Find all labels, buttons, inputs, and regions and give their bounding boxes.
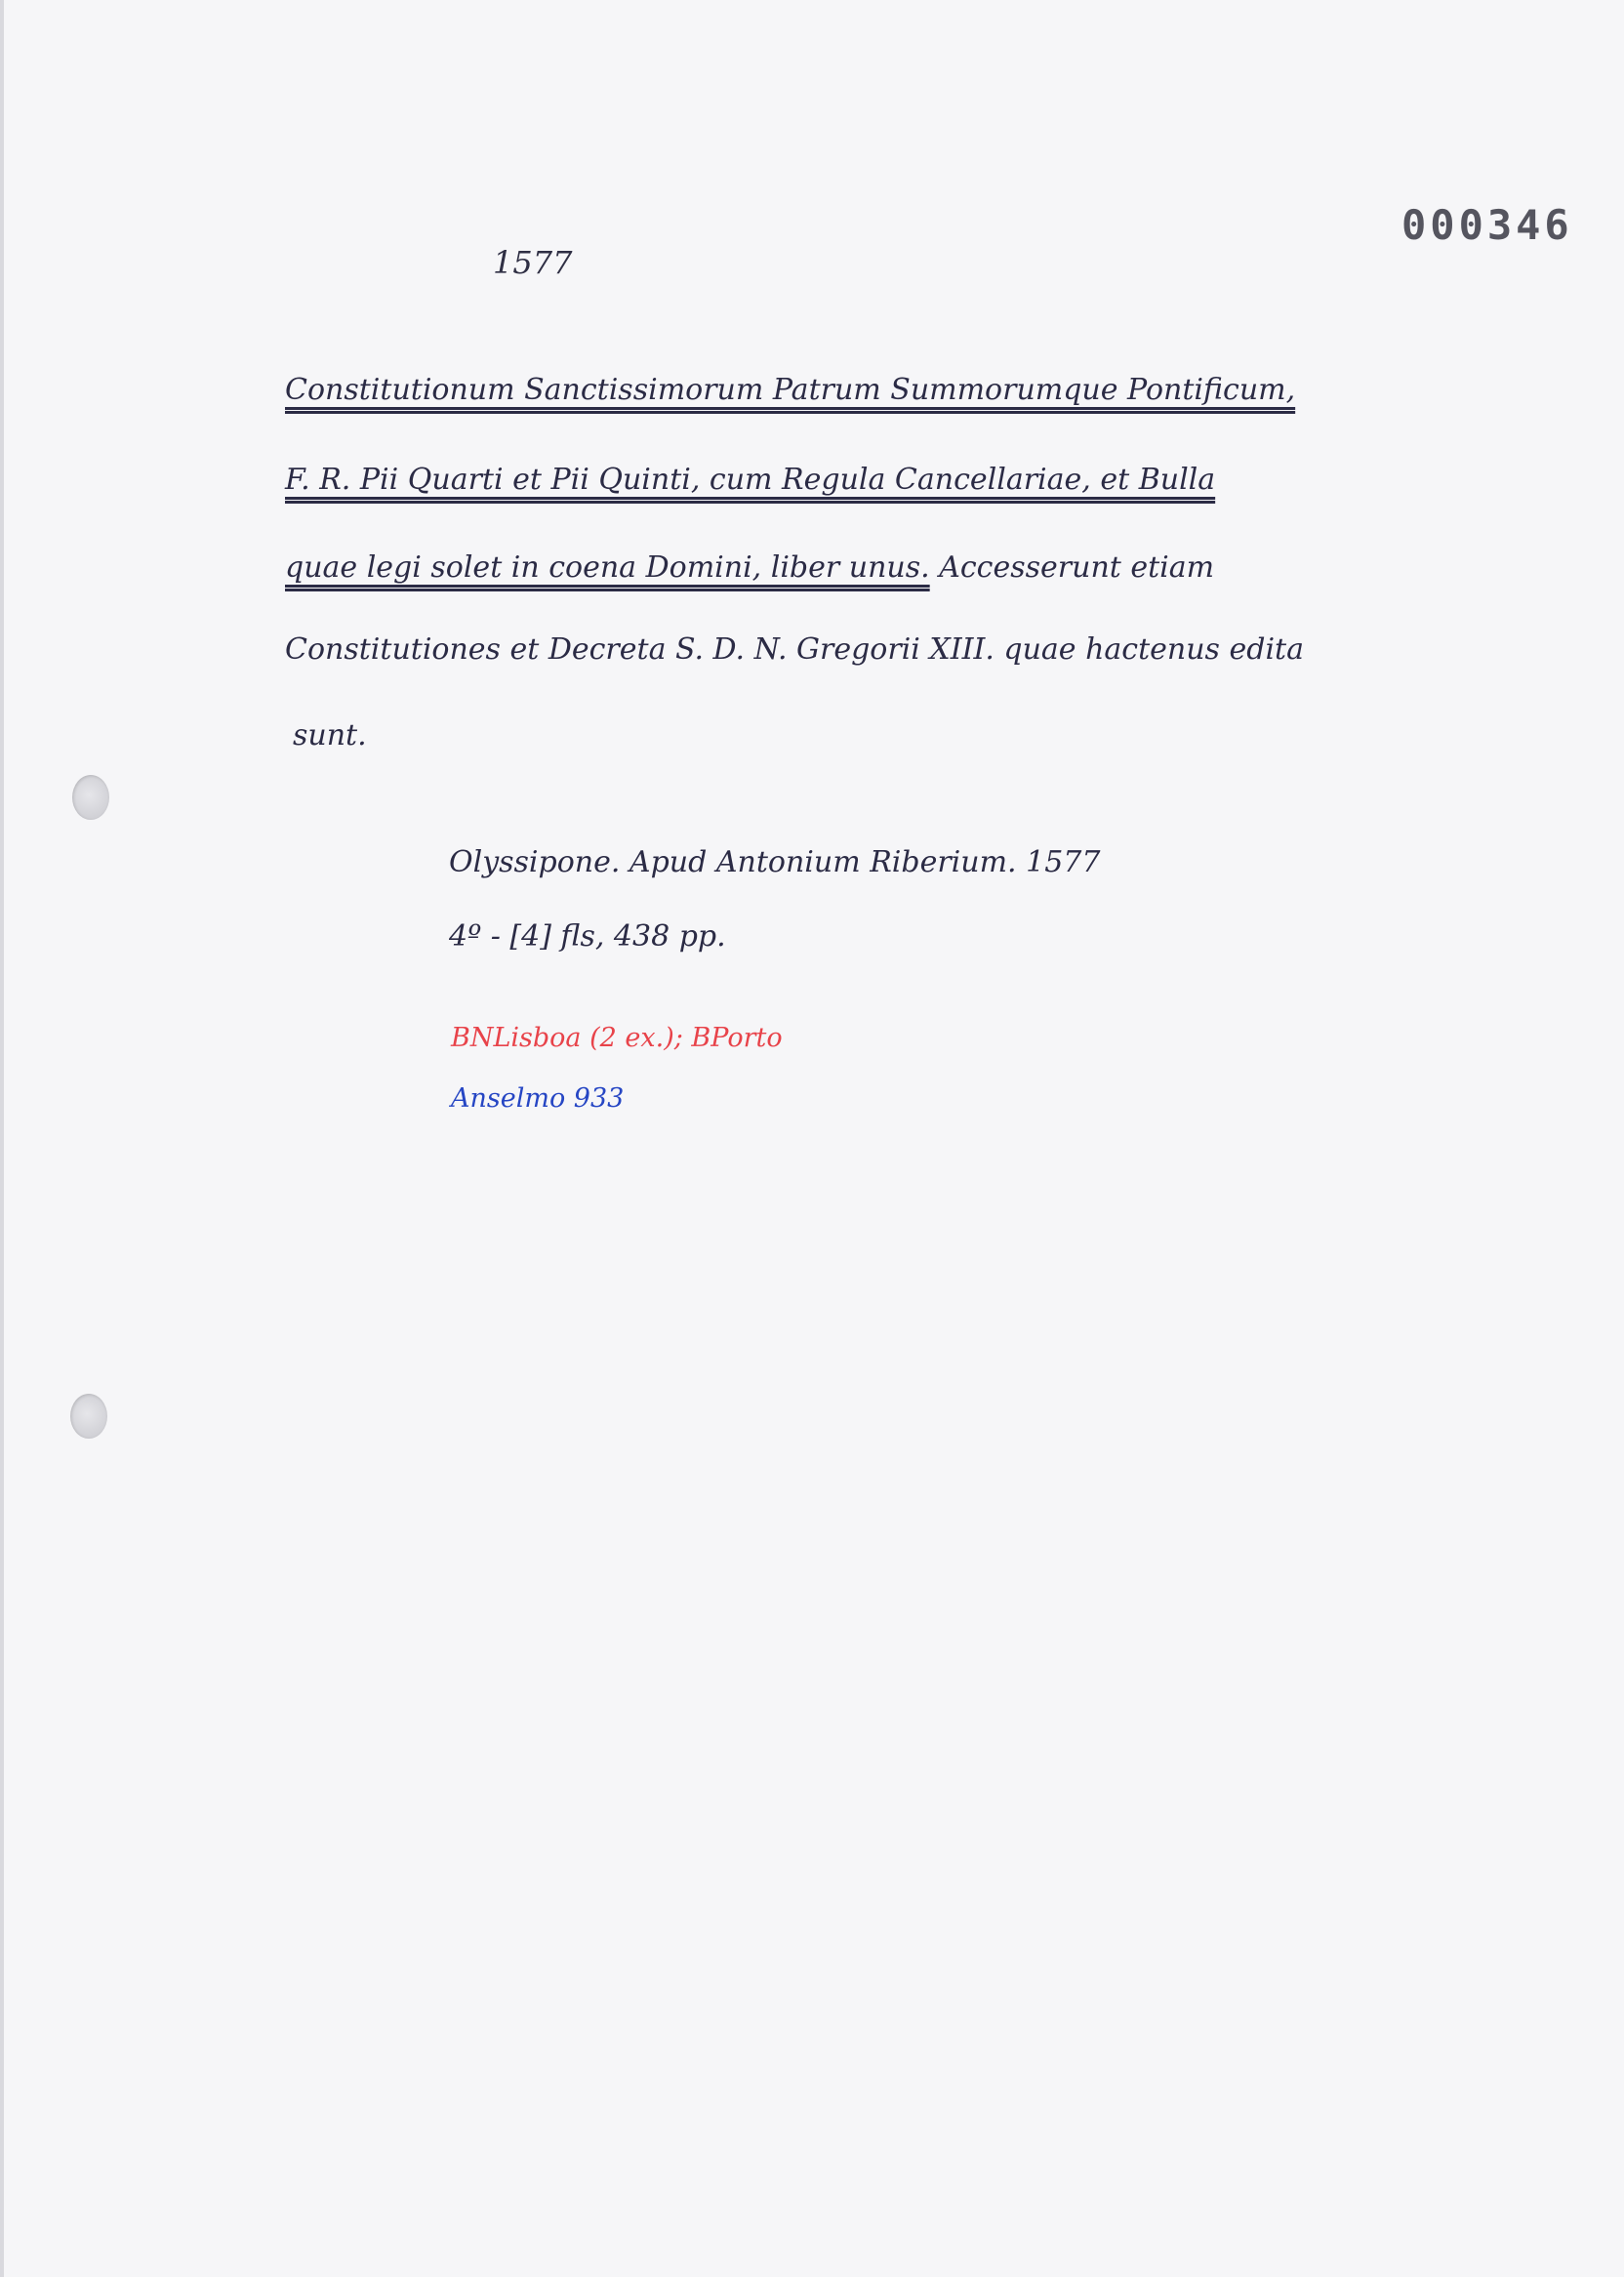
title-line-2: F. R. Pii Quarti et Pii Quinti, cum Regula Cancellariae, et Bulla [285, 463, 1216, 497]
title-line-3 [285, 550, 1214, 585]
reference-note: Anselmo 933 [451, 1083, 625, 1114]
imprint-line: Olyssipone. Apud Antonium Riberium. 1577 [449, 845, 1101, 879]
publication-year: 1577 [493, 244, 573, 281]
title-line-3-rest: Accesserunt etiam [929, 550, 1215, 585]
punch-hole-bottom [70, 1394, 107, 1439]
punch-hole-top [72, 775, 109, 820]
title-line-3-underlined: quae legi solet in coena Domini, liber unus. [285, 550, 930, 585]
holdings-note: BNLisboa (2 ex.); BPorto [451, 1023, 783, 1053]
page-edge [0, 0, 4, 2277]
title-line-4: Constitutiones et Decreta S. D. N. Gregorii XIII. quae hactenus edita [285, 632, 1304, 667]
collation-line: 4º - [4] fls, 438 pp. [449, 919, 726, 954]
title-line-1: Constitutionum Sanctissimorum Patrum Summorumque Pontificum, [285, 373, 1296, 407]
title-line-5: sunt. [293, 718, 367, 752]
stamp-number: 000346 [1401, 201, 1573, 249]
